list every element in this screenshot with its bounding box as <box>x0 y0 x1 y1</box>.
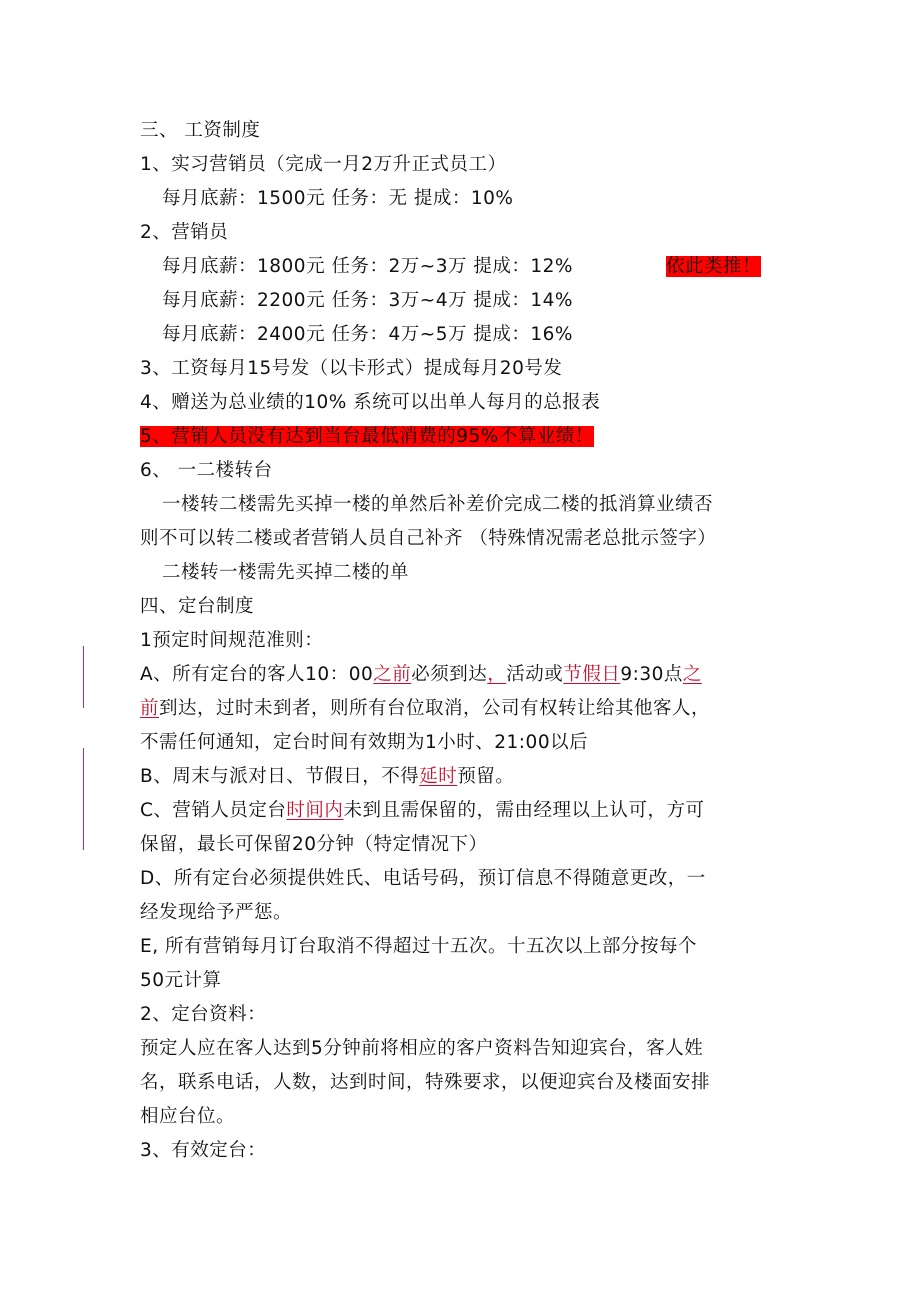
revision-mark: 时间内 <box>286 800 344 821</box>
revision-mark: 节假日 <box>563 664 621 685</box>
revision-mark: 之前 <box>373 664 412 685</box>
note-similar-text: 依此类推！ <box>666 256 762 277</box>
text-run: 9:30点 <box>620 664 683 685</box>
rule-e-line: 50元计算 <box>140 970 222 991</box>
rule-c-line: 保留，最长可保留20分钟（特定情况下） <box>140 834 488 855</box>
rule-d-line: D、所有定台必须提供姓氏、电话号码，预订信息不得随意更改，一 <box>140 868 706 889</box>
text-run: 必须到达 <box>411 664 488 685</box>
item-min-consumption-text: 5、营销人员没有达到当台最低消费的95%不算业绩！ <box>140 426 594 447</box>
text-run: 预留。 <box>457 766 515 787</box>
item-floor-transfer: 6、 一二楼转台 <box>140 460 273 481</box>
salary-row: 每月底薪：2200元 任务：3万~4万 提成：14% <box>162 290 574 311</box>
text-run: A、所有定台的客人10：00 <box>140 664 374 685</box>
item-payday: 3、工资每月15号发（以卡形式）提成每月20号发 <box>140 358 563 379</box>
revision-mark: 延时 <box>419 766 458 787</box>
text-run: 到达，过时未到者，则所有台位取消，公司有权转让给其他客人， <box>159 698 711 719</box>
floor-transfer-text: 二楼转一楼需先买掉二楼的单 <box>162 562 410 583</box>
floor-transfer-text: 一楼转二楼需先买掉一楼的单然后补差价完成二楼的抵消算业绩否 <box>162 494 714 515</box>
rule-b-line <box>140 762 514 792</box>
rule2-title: 2、定台资料： <box>140 1004 267 1025</box>
section-heading-salary: 三、 工资制度 <box>140 120 261 141</box>
text-run: 活动或 <box>506 664 564 685</box>
rule-c-line <box>140 796 704 826</box>
revision-mark: ， <box>487 664 507 685</box>
text-run: B、周末与派对日、节假日，不得 <box>140 766 420 787</box>
revision-mark: 之 <box>682 664 702 685</box>
rule-e-line: E, 所有营销每月订台取消不得超过十五次。十五次以上部分按每个 <box>140 936 697 957</box>
rule-d-line: 经发现给予严惩。 <box>140 902 293 923</box>
rule3-title: 3、有效定台： <box>140 1140 267 1161</box>
note-similar <box>662 252 765 282</box>
text-run: 未到且需保留的，需由经理以上认可，方可 <box>343 800 705 821</box>
item-intern-detail: 每月底薪：1500元 任务：无 提成：10% <box>162 188 514 209</box>
salary-row: 每月底薪：2400元 任务：4万~5万 提成：16% <box>162 324 574 345</box>
change-bar <box>83 748 84 850</box>
item-gift: 4、赠送为总业绩的10% 系统可以出单人每月的总报表 <box>140 392 601 413</box>
text-run: C、营销人员定台 <box>140 800 287 821</box>
revision-mark: 前 <box>140 698 160 719</box>
rule-a-line: 不需任何通知，定台时间有效期为1小时、21:00以后 <box>140 732 589 753</box>
item-intern: 1、实习营销员（完成一月2万升正式员工） <box>140 154 507 175</box>
item-min-consumption <box>140 422 594 452</box>
change-bar <box>83 646 84 708</box>
rule2-text: 预定人应在客人达到5分钟前将相应的客户资料告知迎宾台，客人姓 <box>140 1038 704 1059</box>
rule-a-line <box>140 660 702 690</box>
rule1-title: 1预定时间规范准则： <box>140 630 324 651</box>
rule-a-line <box>140 694 710 724</box>
rule2-text: 相应台位。 <box>140 1106 236 1127</box>
salary-row: 每月底薪：1800元 任务：2万~3万 提成：12% <box>162 256 574 277</box>
section-heading-booking: 四、定台制度 <box>140 596 255 617</box>
rule2-text: 名，联系电话，人数，达到时间，特殊要求，以便迎宾台及楼面安排 <box>140 1072 711 1093</box>
floor-transfer-text: 则不可以转二楼或者营销人员自己补齐 （特殊情况需老总批示签字） <box>140 528 717 549</box>
item-marketer: 2、营销员 <box>140 222 229 243</box>
